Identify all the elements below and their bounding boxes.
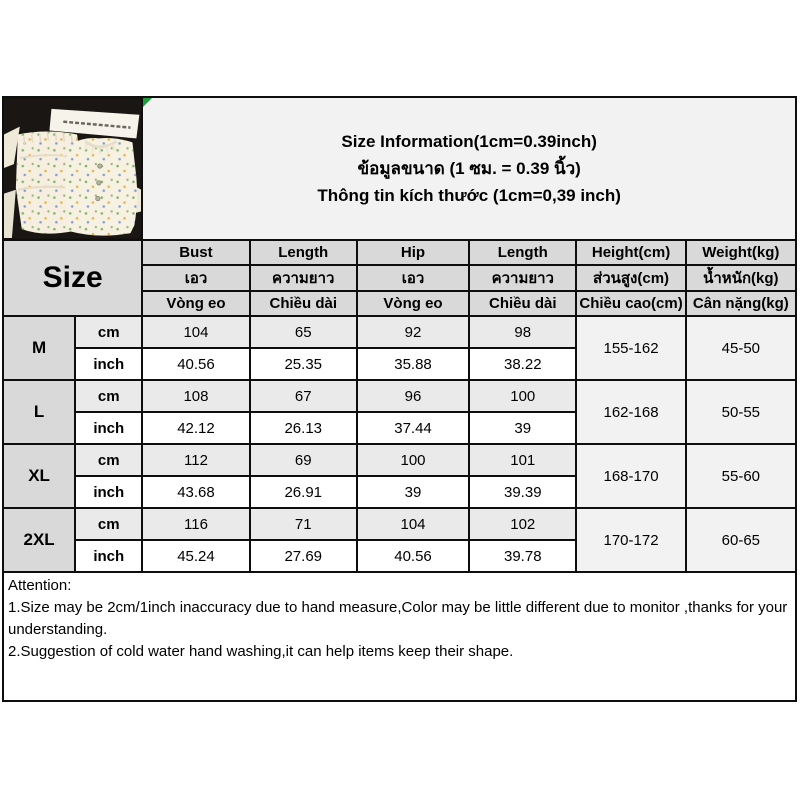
header-length-2-vi: Chiều dài bbox=[469, 291, 576, 316]
size-information-table bbox=[2, 96, 797, 702]
header-height: Height(cm) bbox=[576, 240, 685, 265]
cell-m-bust-inch: 40.56 bbox=[142, 348, 249, 380]
unit-label-cm: cm bbox=[75, 316, 142, 348]
cell-l-hip-inch: 37.44 bbox=[357, 412, 469, 444]
cell-m-length2-cm: 98 bbox=[469, 316, 576, 348]
header-row-en bbox=[3, 240, 796, 265]
unit-label-inch: inch bbox=[75, 476, 142, 508]
attention-item-2: 2.Suggestion of cold water hand washing,it can help items keep their shape. bbox=[8, 643, 514, 660]
cell-2xl-length2-inch: 39.78 bbox=[469, 540, 576, 572]
header-height-th: ส่วนสูง(cm) bbox=[576, 265, 685, 291]
header-hip-th: เอว bbox=[357, 265, 469, 291]
size-label-m: M bbox=[3, 316, 75, 380]
size-header-cell: Size bbox=[3, 240, 142, 316]
cell-l-bust-inch: 42.12 bbox=[142, 412, 249, 444]
header-length-1-th: ความยาว bbox=[250, 265, 357, 291]
header-length-2-th: ความยาว bbox=[469, 265, 576, 291]
cell-xl-length2-inch: 39.39 bbox=[469, 476, 576, 508]
cell-l-weight: 50-55 bbox=[686, 380, 796, 444]
cell-xl-length2-cm: 101 bbox=[469, 444, 576, 476]
cell-xl-bust-cm: 112 bbox=[142, 444, 249, 476]
unit-label-inch: inch bbox=[75, 348, 142, 380]
title-cell bbox=[142, 97, 796, 240]
cell-2xl-hip-cm: 104 bbox=[357, 508, 469, 540]
cell-m-bust-cm: 104 bbox=[142, 316, 249, 348]
cell-l-length1-inch: 26.13 bbox=[250, 412, 357, 444]
cell-m-hip-inch: 35.88 bbox=[357, 348, 469, 380]
cell-m-weight: 45-50 bbox=[686, 316, 796, 380]
cell-m-length2-inch: 38.22 bbox=[469, 348, 576, 380]
cell-2xl-bust-inch: 45.24 bbox=[142, 540, 249, 572]
cell-l-height: 162-168 bbox=[576, 380, 685, 444]
header-bust-vi: Vòng eo bbox=[142, 291, 249, 316]
product-photo-cell bbox=[3, 97, 142, 240]
cell-m-height: 155-162 bbox=[576, 316, 685, 380]
unit-label-cm: cm bbox=[75, 444, 142, 476]
row-l-cm bbox=[3, 380, 796, 412]
header-length-2: Length bbox=[469, 240, 576, 265]
unit-label-cm: cm bbox=[75, 380, 142, 412]
header-weight-vi: Cân nặng(kg) bbox=[686, 291, 796, 316]
size-label-l: L bbox=[3, 380, 75, 444]
title-line-vi: Thông tin kích thước (1cm=0,39 inch) bbox=[317, 186, 621, 205]
row-2xl-cm bbox=[3, 508, 796, 540]
size-label-2xl: 2XL bbox=[3, 508, 75, 572]
cell-xl-length1-cm: 69 bbox=[250, 444, 357, 476]
green-corner-marker-icon bbox=[143, 98, 152, 107]
row-xl-cm bbox=[3, 444, 796, 476]
cell-xl-hip-inch: 39 bbox=[357, 476, 469, 508]
cell-xl-hip-cm: 100 bbox=[357, 444, 469, 476]
unit-label-cm: cm bbox=[75, 508, 142, 540]
cell-2xl-length1-cm: 71 bbox=[250, 508, 357, 540]
cell-m-length1-inch: 25.35 bbox=[250, 348, 357, 380]
cell-l-length2-cm: 100 bbox=[469, 380, 576, 412]
attention-heading: Attention: bbox=[8, 577, 72, 594]
header-hip-vi: Vòng eo bbox=[357, 291, 469, 316]
cell-l-length1-cm: 67 bbox=[250, 380, 357, 412]
row-m-cm bbox=[3, 316, 796, 348]
cell-l-length2-inch: 39 bbox=[469, 412, 576, 444]
header-length-1: Length bbox=[250, 240, 357, 265]
cell-2xl-weight: 60-65 bbox=[686, 508, 796, 572]
cell-2xl-bust-cm: 116 bbox=[142, 508, 249, 540]
size-label-xl: XL bbox=[3, 444, 75, 508]
cell-xl-length1-inch: 26.91 bbox=[250, 476, 357, 508]
cell-xl-height: 168-170 bbox=[576, 444, 685, 508]
header-bust-th: เอว bbox=[142, 265, 249, 291]
header-bust: Bust bbox=[142, 240, 249, 265]
attention-item-1: 1.Size may be 2cm/1inch inaccuracy due to hand measure,Color may be little different due to monitor ,thanks for your understanding. bbox=[8, 599, 788, 638]
header-weight-th: น้ำหนัก(kg) bbox=[686, 265, 796, 291]
cell-m-hip-cm: 92 bbox=[357, 316, 469, 348]
cell-m-length1-cm: 65 bbox=[250, 316, 357, 348]
header-length-1-vi: Chiều dài bbox=[250, 291, 357, 316]
cell-2xl-height: 170-172 bbox=[576, 508, 685, 572]
cell-l-bust-cm: 108 bbox=[142, 380, 249, 412]
pajama-top bbox=[65, 138, 137, 236]
cell-2xl-length2-cm: 102 bbox=[469, 508, 576, 540]
attention-row bbox=[3, 572, 796, 701]
cell-2xl-hip-inch: 40.56 bbox=[357, 540, 469, 572]
title-line-en: Size Information(1cm=0.39inch) bbox=[341, 132, 597, 151]
title-line-th: ข้อมูลขนาด (1 ซม. = 0.39 นิ้ว) bbox=[357, 159, 581, 178]
cell-xl-weight: 55-60 bbox=[686, 444, 796, 508]
cell-2xl-length1-inch: 27.69 bbox=[250, 540, 357, 572]
header-hip: Hip bbox=[357, 240, 469, 265]
attention-cell bbox=[3, 572, 796, 701]
unit-label-inch: inch bbox=[75, 412, 142, 444]
header-weight: Weight(kg) bbox=[686, 240, 796, 265]
cell-l-hip-cm: 96 bbox=[357, 380, 469, 412]
cell-xl-bust-inch: 43.68 bbox=[142, 476, 249, 508]
title-row bbox=[3, 97, 796, 240]
product-photo-illustration bbox=[4, 99, 141, 238]
unit-label-inch: inch bbox=[75, 540, 142, 572]
header-height-vi: Chiều cao(cm) bbox=[576, 291, 685, 316]
